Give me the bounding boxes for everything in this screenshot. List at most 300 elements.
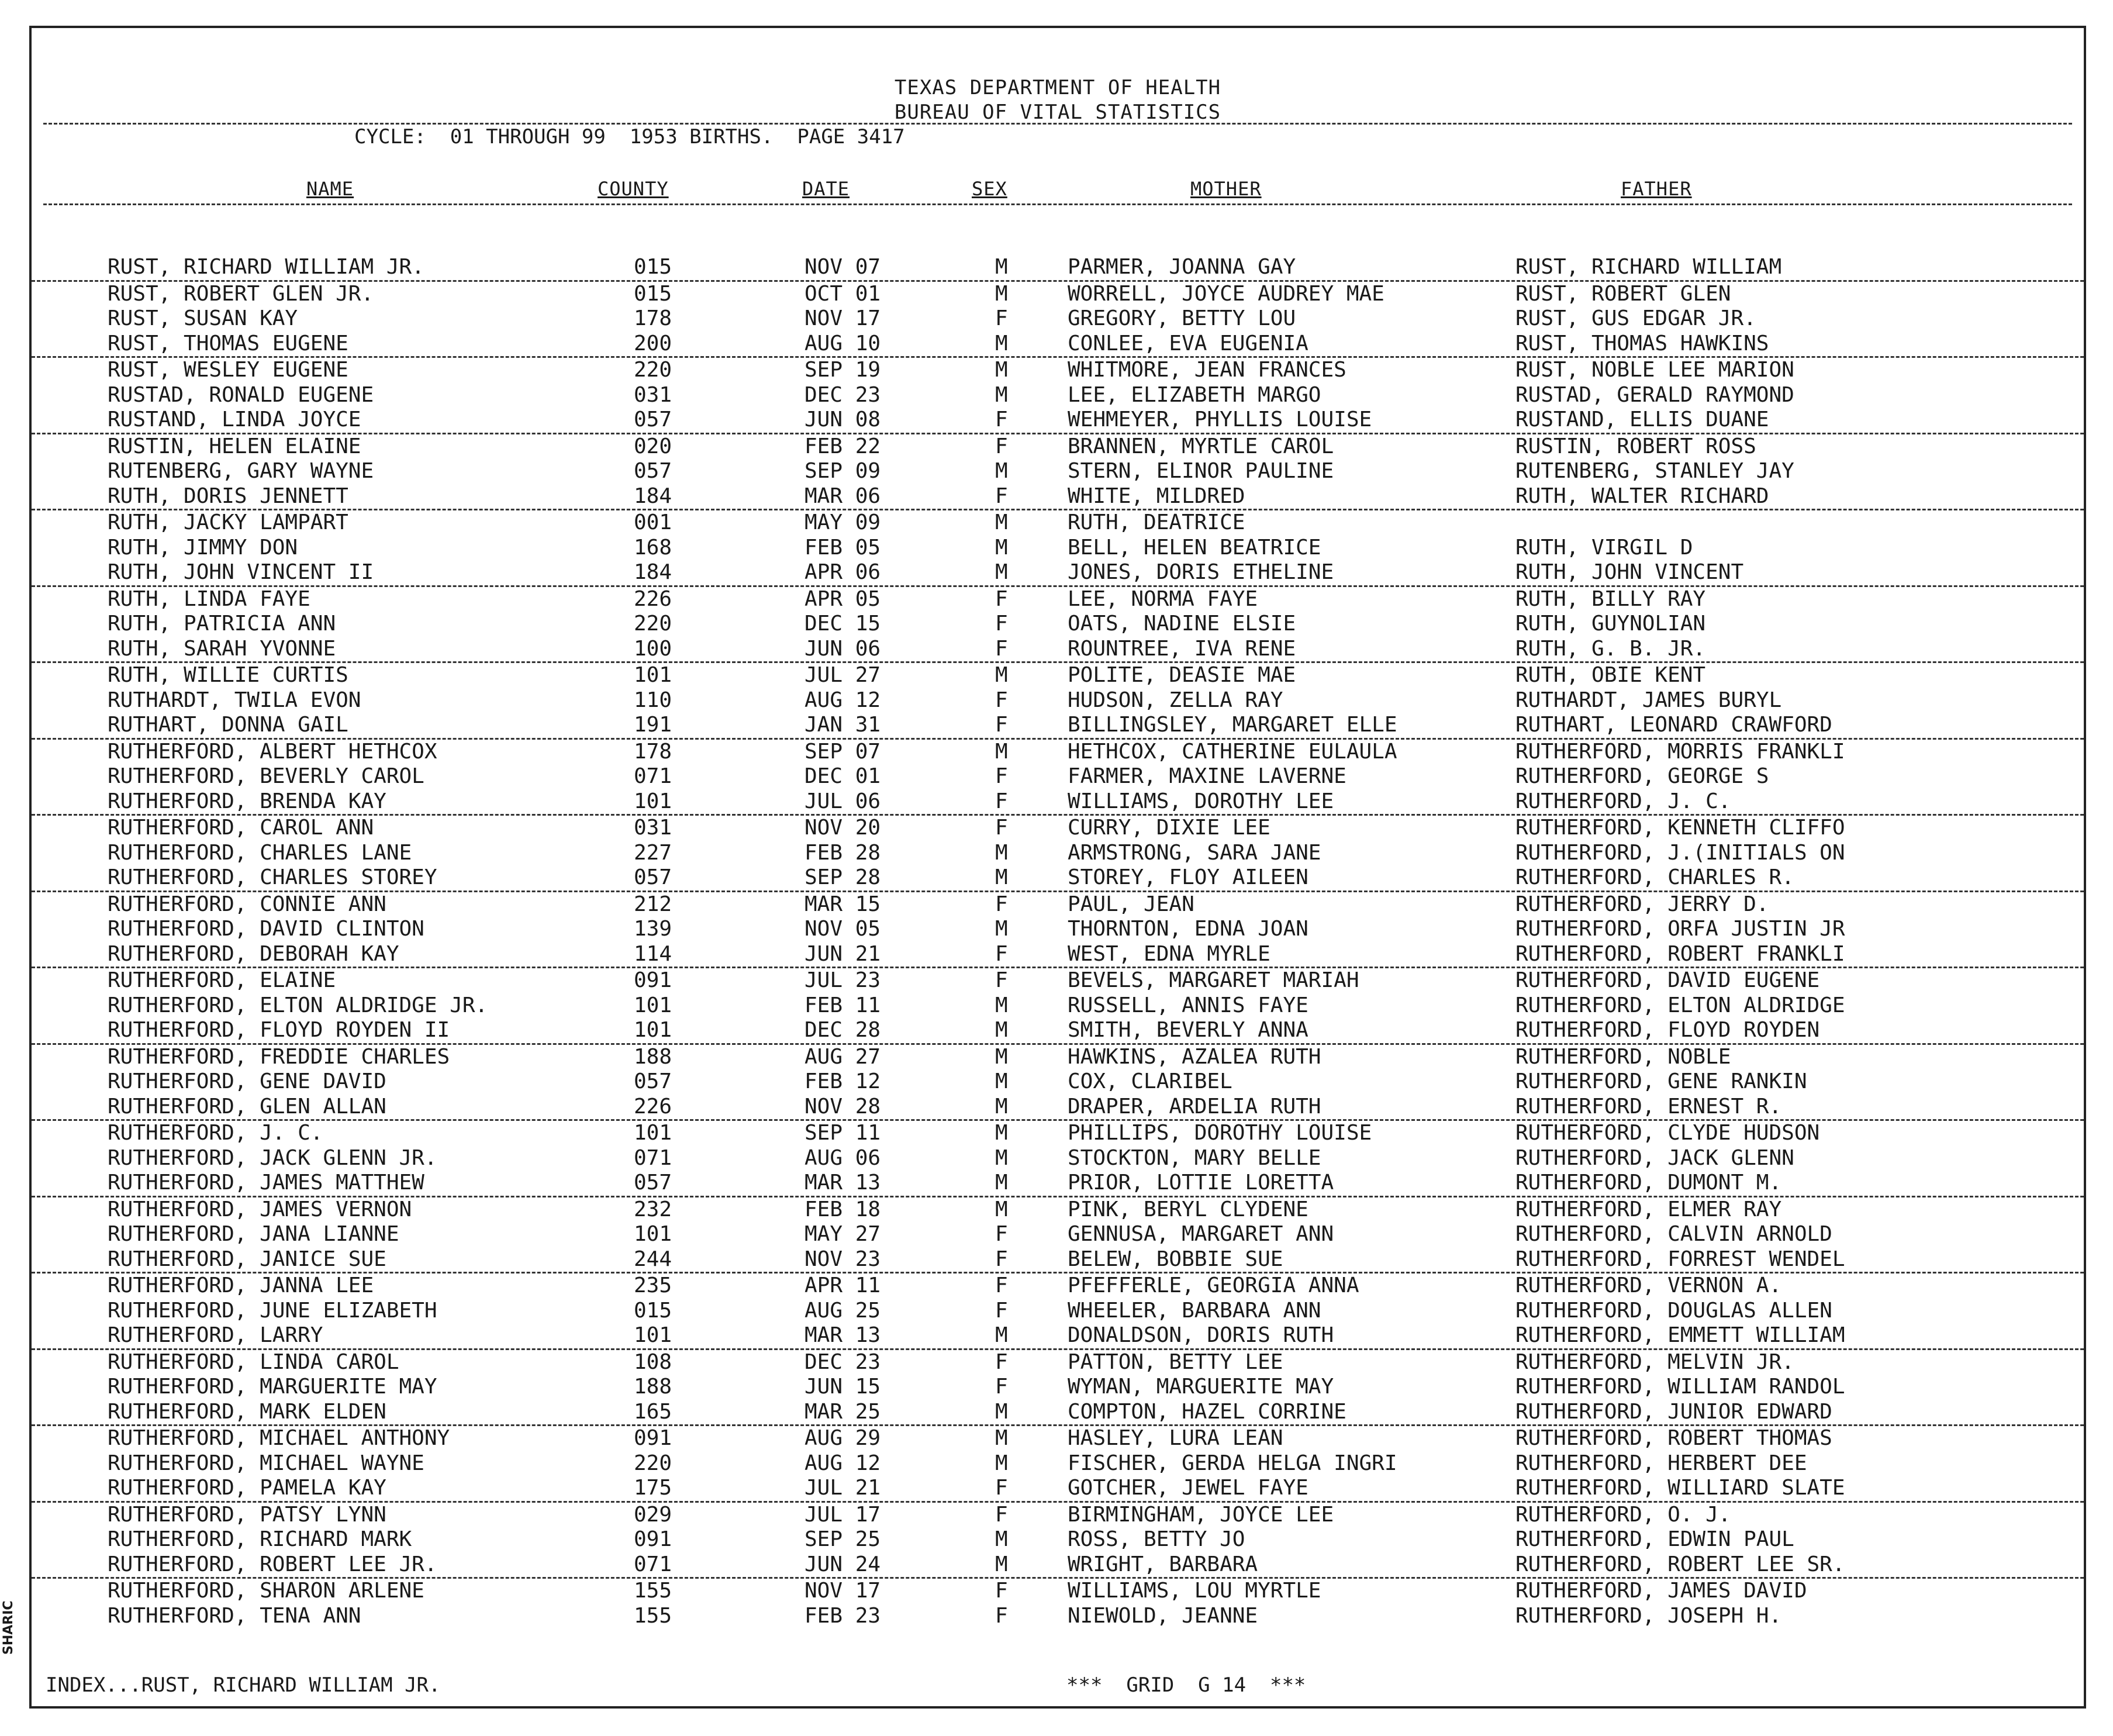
- cell-father: RUTHART, LEONARD CRAWFORD: [1515, 713, 1832, 737]
- cell-name: RUTHERFORD, FREDDIE CHARLES: [108, 1044, 450, 1069]
- cell-father: RUTHERFORD, ORFA JUSTIN JR: [1515, 917, 1845, 941]
- cell-sex: F: [995, 968, 1008, 992]
- cell-father: RUTHERFORD, ELTON ALDRIDGE: [1515, 993, 1845, 1017]
- cell-father: RUTH, WALTER RICHARD: [1515, 484, 1769, 508]
- cell-sex: F: [995, 1350, 1008, 1374]
- cell-mother: BRANNEN, MYRTLE CAROL: [1068, 434, 1334, 458]
- cell-mother: HUDSON, ZELLA RAY: [1068, 688, 1283, 712]
- cell-date: MAR 25: [805, 1399, 881, 1424]
- cell-father: RUTHERFORD, DAVID EUGENE: [1515, 968, 1820, 992]
- cell-date: JUL 21: [805, 1476, 881, 1500]
- table-row: [32, 587, 2084, 612]
- cell-county: 100: [634, 636, 672, 661]
- cell-name: RUTHERFORD, GENE DAVID: [108, 1069, 386, 1093]
- cell-father: RUST, GUS EDGAR JR.: [1515, 306, 1756, 330]
- cell-mother: BIRMINGHAM, JOYCE LEE: [1068, 1502, 1334, 1527]
- cell-mother: PARMER, JOANNA GAY: [1068, 255, 1296, 279]
- cell-father: RUTHERFORD, EDWIN PAUL: [1515, 1527, 1794, 1551]
- table-row: [32, 637, 2084, 664]
- cell-father: RUTHERFORD, DUMONT M.: [1515, 1171, 1782, 1195]
- cell-father: RUTHERFORD, ERNEST R.: [1515, 1094, 1782, 1119]
- cell-father: RUTH, JOHN VINCENT: [1515, 560, 1744, 584]
- table-row: [32, 1579, 2084, 1604]
- cell-name: RUTHERFORD, SHARON ARLENE: [108, 1579, 424, 1603]
- cell-county: 071: [634, 1552, 672, 1576]
- cell-sex: M: [995, 1323, 1008, 1347]
- cell-father: RUTHERFORD, JOSEPH H.: [1515, 1603, 1782, 1628]
- cell-father: RUTHERFORD, J. C.: [1515, 789, 1731, 813]
- cell-name: RUTHERFORD, JANA LIANNE: [108, 1222, 399, 1246]
- cell-father: RUST, NOBLE LEE MARION: [1515, 358, 1794, 382]
- cell-sex: F: [995, 1502, 1008, 1527]
- cell-county: 057: [634, 1069, 672, 1093]
- cell-date: FEB 18: [805, 1197, 881, 1221]
- table-row: [32, 1247, 2084, 1274]
- table-row: [32, 306, 2084, 332]
- cell-date: MAR 06: [805, 484, 881, 508]
- cell-sex: M: [995, 255, 1008, 279]
- cell-county: 155: [634, 1603, 672, 1628]
- cell-name: RUTHERFORD, FLOYD ROYDEN II: [108, 1018, 450, 1042]
- cell-date: NOV 05: [805, 917, 881, 941]
- cell-date: SEP 07: [805, 739, 881, 764]
- table-row: [32, 1451, 2084, 1476]
- cell-mother: WEST, EDNA MYRLE: [1068, 941, 1270, 966]
- table-row: [32, 1045, 2084, 1070]
- cell-mother: BELL, HELEN BEATRICE: [1068, 535, 1321, 560]
- cell-mother: COX, CLARIBEL: [1068, 1069, 1232, 1093]
- cell-date: DEC 23: [805, 1350, 881, 1374]
- cell-county: 220: [634, 1451, 672, 1475]
- cell-name: RUTHERFORD, CAROL ANN: [108, 816, 374, 840]
- cell-date: AUG 10: [805, 331, 881, 356]
- cell-name: RUTHARDT, TWILA EVON: [108, 688, 361, 712]
- cell-county: 244: [634, 1247, 672, 1271]
- cell-mother: STERN, ELINOR PAULINE: [1068, 459, 1334, 483]
- cell-mother: PAUL, JEAN: [1068, 892, 1194, 916]
- table-row: [32, 993, 2084, 1019]
- cell-mother: PHILLIPS, DOROTHY LOUISE: [1068, 1121, 1372, 1145]
- cell-name: RUTHERFORD, JAMES MATTHEW: [108, 1171, 424, 1195]
- cell-county: 101: [634, 1018, 672, 1042]
- cell-sex: F: [995, 1273, 1008, 1297]
- cell-name: RUST, WESLEY EUGENE: [108, 358, 348, 382]
- table-row: [32, 434, 2084, 460]
- cell-mother: RUTH, DEATRICE: [1068, 510, 1245, 534]
- table-row: [32, 917, 2084, 942]
- cell-mother: LEE, NORMA FAYE: [1068, 586, 1258, 611]
- cell-mother: POLITE, DEASIE MAE: [1068, 663, 1296, 687]
- cell-county: 071: [634, 1145, 672, 1170]
- cell-name: RUTHERFORD, RICHARD MARK: [108, 1527, 412, 1551]
- cell-mother: GOTCHER, JEWEL FAYE: [1068, 1476, 1308, 1500]
- cell-date: MAR 15: [805, 892, 881, 916]
- table-row: [32, 740, 2084, 765]
- cell-father: RUTHERFORD, GEORGE S: [1515, 764, 1769, 788]
- cell-father: RUTHERFORD, O. J.: [1515, 1502, 1731, 1527]
- cell-name: RUST, SUSAN KAY: [108, 306, 298, 330]
- cell-date: FEB 12: [805, 1069, 881, 1093]
- col-name-header: NAME: [306, 178, 354, 200]
- cell-name: RUTHERFORD, BRENDA KAY: [108, 789, 386, 813]
- cell-mother: CURRY, DIXIE LEE: [1068, 816, 1270, 840]
- cell-county: 184: [634, 560, 672, 584]
- cell-father: RUTHARDT, JAMES BURYL: [1515, 688, 1782, 712]
- table-row: [32, 663, 2084, 688]
- cell-date: FEB 05: [805, 535, 881, 560]
- cell-father: RUSTIN, ROBERT ROSS: [1515, 434, 1756, 458]
- cell-mother: LEE, ELIZABETH MARGO: [1068, 382, 1321, 407]
- cell-mother: CONLEE, EVA EUGENIA: [1068, 331, 1308, 356]
- cell-mother: SMITH, BEVERLY ANNA: [1068, 1018, 1308, 1042]
- agency-title: TEXAS DEPARTMENT OF HEALTH: [894, 76, 1221, 99]
- cell-county: 114: [634, 941, 672, 966]
- cell-sex: M: [995, 1399, 1008, 1424]
- cell-father: RUTHERFORD, EMMETT WILLIAM: [1515, 1323, 1845, 1347]
- cell-county: 168: [634, 535, 672, 560]
- cell-county: 184: [634, 484, 672, 508]
- cell-county: 226: [634, 586, 672, 611]
- cell-date: MAR 13: [805, 1171, 881, 1195]
- cell-sex: M: [995, 1145, 1008, 1170]
- cell-date: NOV 17: [805, 1579, 881, 1603]
- divider: [43, 203, 2072, 205]
- col-county-header: COUNTY: [598, 178, 669, 200]
- table-row: [32, 1121, 2084, 1146]
- cell-mother: DONALDSON, DORIS RUTH: [1068, 1323, 1334, 1347]
- cell-county: 057: [634, 408, 672, 432]
- table-row: [32, 1323, 2084, 1350]
- cell-sex: M: [995, 535, 1008, 560]
- cell-county: 212: [634, 892, 672, 916]
- table-row: [32, 536, 2084, 561]
- cell-county: 155: [634, 1579, 672, 1603]
- cell-date: APR 11: [805, 1273, 881, 1297]
- cell-county: 031: [634, 816, 672, 840]
- cell-sex: F: [995, 816, 1008, 840]
- table-row: [32, 1197, 2084, 1223]
- cell-sex: M: [995, 1451, 1008, 1475]
- cell-father: RUSTAD, GERALD RAYMOND: [1515, 382, 1794, 407]
- cell-father: RUTHERFORD, FLOYD ROYDEN: [1515, 1018, 1820, 1042]
- cell-sex: M: [995, 1044, 1008, 1069]
- cell-name: RUTH, WILLIE CURTIS: [108, 663, 348, 687]
- cell-date: APR 06: [805, 560, 881, 584]
- table-row: [32, 560, 2084, 587]
- cell-county: 139: [634, 917, 672, 941]
- cell-county: 091: [634, 1527, 672, 1551]
- cell-date: FEB 11: [805, 993, 881, 1017]
- cell-mother: THORNTON, EDNA JOAN: [1068, 917, 1308, 941]
- cell-sex: F: [995, 789, 1008, 813]
- cell-county: 057: [634, 1171, 672, 1195]
- cell-mother: ROSS, BETTY JO: [1068, 1527, 1245, 1551]
- cell-father: RUTHERFORD, JUNIOR EDWARD: [1515, 1399, 1832, 1424]
- table-row: [32, 1222, 2084, 1247]
- cell-mother: FARMER, MAXINE LAVERNE: [1068, 764, 1346, 788]
- cell-name: RUTHERFORD, ELAINE: [108, 968, 336, 992]
- cell-date: AUG 12: [805, 688, 881, 712]
- cell-mother: GENNUSA, MARGARET ANN: [1068, 1222, 1334, 1246]
- cell-name: RUTHERFORD, MICHAEL ANTHONY: [108, 1426, 450, 1450]
- cell-county: 101: [634, 789, 672, 813]
- cell-name: RUTHERFORD, JUNE ELIZABETH: [108, 1298, 437, 1323]
- cell-date: SEP 11: [805, 1121, 881, 1145]
- cell-father: RUTHERFORD, ROBERT LEE SR.: [1515, 1552, 1845, 1576]
- table-row: [32, 789, 2084, 816]
- cell-county: 015: [634, 1298, 672, 1323]
- table-row: [32, 1095, 2084, 1121]
- cell-county: 220: [634, 358, 672, 382]
- cell-date: NOV 20: [805, 816, 881, 840]
- cell-name: RUSTAD, RONALD EUGENE: [108, 382, 374, 407]
- cell-mother: ARMSTRONG, SARA JANE: [1068, 840, 1321, 865]
- cell-name: RUTHERFORD, ALBERT HETHCOX: [108, 739, 437, 764]
- table-row: [32, 332, 2084, 358]
- cell-father: RUST, THOMAS HAWKINS: [1515, 331, 1769, 356]
- cell-county: 235: [634, 1273, 672, 1297]
- cell-father: RUST, RICHARD WILLIAM: [1515, 255, 1782, 279]
- cell-date: DEC 28: [805, 1018, 881, 1042]
- cell-sex: F: [995, 1247, 1008, 1271]
- cell-sex: M: [995, 1121, 1008, 1145]
- cell-county: 057: [634, 459, 672, 483]
- table-row: [32, 1476, 2084, 1503]
- cell-date: NOV 28: [805, 1094, 881, 1119]
- cell-father: RUTH, GUYNOLIAN: [1515, 612, 1706, 636]
- cell-date: JUL 23: [805, 968, 881, 992]
- cell-name: RUTH, JIMMY DON: [108, 535, 298, 560]
- cell-sex: M: [995, 331, 1008, 356]
- table-row: [32, 841, 2084, 866]
- cell-name: RUST, ROBERT GLEN JR.: [108, 281, 374, 306]
- cell-father: RUTHERFORD, CALVIN ARNOLD: [1515, 1222, 1832, 1246]
- cell-county: 110: [634, 688, 672, 712]
- cell-mother: NIEWOLD, JEANNE: [1068, 1603, 1258, 1628]
- cell-date: AUG 27: [805, 1044, 881, 1069]
- cell-name: RUSTAND, LINDA JOYCE: [108, 408, 361, 432]
- table-row: [32, 1552, 2084, 1579]
- cell-date: JUL 27: [805, 663, 881, 687]
- cell-sex: F: [995, 1222, 1008, 1246]
- cell-mother: BILLINGSLEY, MARGARET ELLE: [1068, 713, 1397, 737]
- cell-name: RUTHERFORD, DAVID CLINTON: [108, 917, 424, 941]
- cycle-line: CYCLE: 01 THROUGH 99 1953 BIRTHS. PAGE 3417: [354, 125, 905, 149]
- table-row: [32, 1503, 2084, 1528]
- cell-father: RUTHERFORD, FORREST WENDEL: [1515, 1247, 1845, 1271]
- cell-name: RUST, THOMAS EUGENE: [108, 331, 348, 356]
- table-row: [32, 942, 2084, 969]
- cell-father: RUST, ROBERT GLEN: [1515, 281, 1731, 306]
- cell-county: 001: [634, 510, 672, 534]
- cell-mother: WEHMEYER, PHYLLIS LOUISE: [1068, 408, 1372, 432]
- cell-date: JAN 31: [805, 713, 881, 737]
- cell-mother: JONES, DORIS ETHELINE: [1068, 560, 1334, 584]
- cell-father: RUTH, VIRGIL D: [1515, 535, 1693, 560]
- divider: [43, 123, 2072, 125]
- cell-mother: HAWKINS, AZALEA RUTH: [1068, 1044, 1321, 1069]
- cell-county: 178: [634, 306, 672, 330]
- cell-county: 031: [634, 382, 672, 407]
- cell-name: RUTHERFORD, JAMES VERNON: [108, 1197, 412, 1221]
- cell-date: MAR 13: [805, 1323, 881, 1347]
- cell-sex: M: [995, 1171, 1008, 1195]
- cell-sex: M: [995, 1426, 1008, 1450]
- cell-mother: RUSSELL, ANNIS FAYE: [1068, 993, 1308, 1017]
- cell-county: 226: [634, 1094, 672, 1119]
- cell-county: 188: [634, 1375, 672, 1399]
- cell-mother: DRAPER, ARDELIA RUTH: [1068, 1094, 1321, 1119]
- cell-father: RUTH, OBIE KENT: [1515, 663, 1706, 687]
- cell-mother: HETHCOX, CATHERINE EULAULA: [1068, 739, 1397, 764]
- cell-name: RUTHERFORD, PATSY LYNN: [108, 1502, 386, 1527]
- cell-name: RUTHERFORD, JACK GLENN JR.: [108, 1145, 437, 1170]
- table-row: [32, 1171, 2084, 1197]
- cell-county: 165: [634, 1399, 672, 1424]
- cell-date: AUG 06: [805, 1145, 881, 1170]
- cell-name: RUTH, DORIS JENNETT: [108, 484, 348, 508]
- cell-sex: M: [995, 1018, 1008, 1042]
- table-row: [32, 892, 2084, 917]
- cell-sex: F: [995, 688, 1008, 712]
- cell-father: RUTHERFORD, JAMES DAVID: [1515, 1579, 1807, 1603]
- cell-father: RUTHERFORD, NOBLE: [1515, 1044, 1731, 1069]
- cell-sex: F: [995, 713, 1008, 737]
- cell-name: RUTH, SARAH YVONNE: [108, 636, 336, 661]
- cell-mother: WHITE, MILDRED: [1068, 484, 1245, 508]
- cell-name: RUTHERFORD, ROBERT LEE JR.: [108, 1552, 437, 1576]
- index-footer: INDEX...RUST, RICHARD WILLIAM JR.: [46, 1673, 441, 1697]
- cell-county: 015: [634, 281, 672, 306]
- cell-sex: M: [995, 281, 1008, 306]
- cell-date: JUL 06: [805, 789, 881, 813]
- cell-date: NOV 17: [805, 306, 881, 330]
- cell-mother: STOREY, FLOY AILEEN: [1068, 865, 1308, 889]
- cell-mother: HASLEY, LURA LEAN: [1068, 1426, 1283, 1450]
- cell-sex: F: [995, 764, 1008, 788]
- cell-sex: F: [995, 484, 1008, 508]
- cell-date: NOV 23: [805, 1247, 881, 1271]
- table-row: [32, 1018, 2084, 1045]
- cell-sex: F: [995, 1298, 1008, 1323]
- cell-county: 188: [634, 1044, 672, 1069]
- cell-date: JUL 17: [805, 1502, 881, 1527]
- cell-sex: M: [995, 865, 1008, 889]
- col-father-header: FATHER: [1621, 178, 1692, 200]
- cell-name: RUTHERFORD, LINDA CAROL: [108, 1350, 399, 1374]
- cell-mother: GREGORY, BETTY LOU: [1068, 306, 1296, 330]
- table-row: [32, 255, 2084, 282]
- cell-sex: M: [995, 993, 1008, 1017]
- table-row: [32, 1400, 2084, 1427]
- cell-mother: PATTON, BETTY LEE: [1068, 1350, 1283, 1374]
- cell-sex: M: [995, 1197, 1008, 1221]
- table-row: [32, 484, 2084, 511]
- cell-sex: F: [995, 892, 1008, 916]
- table-row: [32, 764, 2084, 789]
- cell-name: RUSTIN, HELEN ELAINE: [108, 434, 361, 458]
- cell-date: JUN 06: [805, 636, 881, 661]
- cell-date: FEB 28: [805, 840, 881, 865]
- table-row: [32, 459, 2084, 484]
- table-row: [32, 688, 2084, 713]
- cell-date: AUG 29: [805, 1426, 881, 1450]
- cell-county: 015: [634, 255, 672, 279]
- cell-sex: F: [995, 941, 1008, 966]
- table-row: [32, 358, 2084, 383]
- cell-sex: M: [995, 560, 1008, 584]
- cell-name: RUTHERFORD, JANNA LEE: [108, 1273, 374, 1297]
- cell-date: DEC 23: [805, 382, 881, 407]
- cell-father: RUTHERFORD, WILLIAM RANDOL: [1515, 1375, 1845, 1399]
- cell-date: SEP 09: [805, 459, 881, 483]
- cell-county: 020: [634, 434, 672, 458]
- document-frame: [29, 26, 2086, 1709]
- cell-date: SEP 25: [805, 1527, 881, 1551]
- cell-father: RUTHERFORD, ROBERT FRANKLI: [1515, 941, 1845, 966]
- cell-sex: M: [995, 459, 1008, 483]
- cell-name: RUTHERFORD, JANICE SUE: [108, 1247, 386, 1271]
- cell-father: RUTHERFORD, CLYDE HUDSON: [1515, 1121, 1820, 1145]
- cell-date: MAY 27: [805, 1222, 881, 1246]
- cell-father: RUTHERFORD, J.(INITIALS ON: [1515, 840, 1845, 865]
- cell-sex: F: [995, 1579, 1008, 1603]
- cell-father: RUTHERFORD, HERBERT DEE: [1515, 1451, 1807, 1475]
- cell-date: AUG 25: [805, 1298, 881, 1323]
- cell-name: RUTHERFORD, J. C.: [108, 1121, 323, 1145]
- cell-mother: WYMAN, MARGUERITE MAY: [1068, 1375, 1334, 1399]
- cell-mother: ROUNTREE, IVA RENE: [1068, 636, 1296, 661]
- cell-sex: M: [995, 840, 1008, 865]
- cell-date: SEP 19: [805, 358, 881, 382]
- table-row: [32, 1527, 2084, 1552]
- table-row: [32, 383, 2084, 408]
- table-row: [32, 1299, 2084, 1324]
- cell-county: 057: [634, 865, 672, 889]
- table-row: [32, 408, 2084, 434]
- cell-date: FEB 22: [805, 434, 881, 458]
- cell-date: OCT 01: [805, 281, 881, 306]
- cell-sex: F: [995, 1375, 1008, 1399]
- cell-father: RUTHERFORD, MORRIS FRANKLI: [1515, 739, 1845, 764]
- cell-date: MAY 09: [805, 510, 881, 534]
- table-row: [32, 816, 2084, 841]
- cell-name: RUTHERFORD, TENA ANN: [108, 1603, 361, 1628]
- side-label: SHARIC: [1, 1600, 16, 1655]
- cell-sex: F: [995, 434, 1008, 458]
- cell-father: RUTHERFORD, CHARLES R.: [1515, 865, 1794, 889]
- cell-county: 175: [634, 1476, 672, 1500]
- cell-mother: FISCHER, GERDA HELGA INGRI: [1068, 1451, 1397, 1475]
- cell-sex: M: [995, 917, 1008, 941]
- cell-date: NOV 07: [805, 255, 881, 279]
- cell-county: 232: [634, 1197, 672, 1221]
- cell-father: RUTHERFORD, VERNON A.: [1515, 1273, 1782, 1297]
- cell-father: RUTH, G. B. JR.: [1515, 636, 1706, 661]
- cell-name: RUTHERFORD, CONNIE ANN: [108, 892, 386, 916]
- cell-county: 191: [634, 713, 672, 737]
- cell-father: RUTHERFORD, GENE RANKIN: [1515, 1069, 1807, 1093]
- bureau-title: BUREAU OF VITAL STATISTICS: [894, 101, 1221, 124]
- table-row: [32, 282, 2084, 307]
- table-row: [32, 713, 2084, 740]
- table-row: [32, 1273, 2084, 1299]
- cell-name: RUTHART, DONNA GAIL: [108, 713, 348, 737]
- cell-sex: F: [995, 408, 1008, 432]
- cell-name: RUST, RICHARD WILLIAM JR.: [108, 255, 424, 279]
- cell-mother: WHITMORE, JEAN FRANCES: [1068, 358, 1346, 382]
- cell-mother: BEVELS, MARGARET MARIAH: [1068, 968, 1359, 992]
